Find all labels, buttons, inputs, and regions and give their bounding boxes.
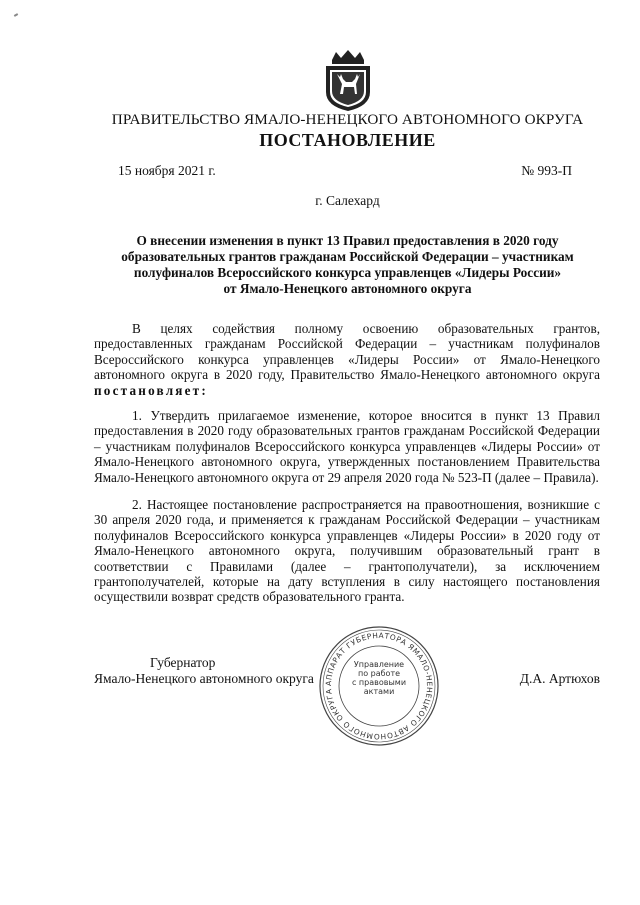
stamp-line: Управление xyxy=(353,660,405,669)
government-name: ПРАВИТЕЛЬСТВО ЯМАЛО-НЕНЕЦКОГО АВТОНОМНОГО ОКРУГА xyxy=(111,111,584,128)
coat-of-arms-icon xyxy=(322,50,374,112)
heading-line: полуфиналов Всероссийского конкурса управленцев «Лидеры России» xyxy=(133,265,562,280)
stamp-line: по работе xyxy=(357,669,401,678)
signatory-name: Д.А. Артюхов xyxy=(519,671,600,686)
document-number: № 993-П xyxy=(521,163,572,178)
signatory-title: Губернатор xyxy=(150,655,216,670)
item-1-paragraph: 1. Утвердить прилагаемое изменение, которое вносится в пункт 13 Правил предоставления в 2020 году образовательных грантов гражданам Российской Федерации – участникам полуфиналов Всероссийского конкурса управленцев «Лидеры России» от Ямало-Ненецкого автономного округа, утвержденных постановлением Правительства Ямало-Ненецкого автономного округа от 29 апреля 2020 года № 523-П (далее – Правила). xyxy=(94,408,600,485)
preamble-text: В целях содействия полному освоению образовательных грантов, предоставленных гражданам Российской Федерации – участникам полуфиналов Всероссийского конкурса управленцев «Лидеры России» от Ямало-Ненецкого автономного округа в 2020 году, Правительство Ямало-Ненецкого автономного округа xyxy=(94,321,600,383)
document-type: ПОСТАНОВЛЕНИЕ xyxy=(259,130,436,150)
decree-word: постановляет xyxy=(94,382,202,398)
heading-line: от Ямало-Ненецкого автономного округа xyxy=(223,281,472,296)
preamble-paragraph xyxy=(94,321,600,398)
document-city: г. Салехард xyxy=(315,193,380,208)
decree-colon: : xyxy=(201,382,206,398)
item-2-paragraph: 2. Настоящее постановление распространяется на правоотношения, возникшие с 30 апреля 2020 года, и применяется к гражданам Российской Федерации – участникам полуфиналов Всероссийского конкурса управленцев «Лидеры России» в 2020 году от Ямало-Ненецкого автономного округа, получившим образовательный грант в соответствии с Правилами (далее – грантополучатели), за исключением грантополучателей, которые на дату вступления в силу настоящего постановления осуществили возврат средств образовательного гранта. xyxy=(94,497,600,605)
stamp-ring-text: АППАРАТ ГУБЕРНАТОРА ЯМАЛО-НЕНЕЦКОГО АВТОНОМНОГО ОКРУГА xyxy=(323,630,435,742)
document-date: 15 ноября 2021 г. xyxy=(118,163,216,178)
document-heading xyxy=(80,233,615,297)
heading-line: О внесении изменения в пункт 13 Правил предоставления в 2020 году xyxy=(136,233,559,248)
signatory-region: Ямало-Ненецкого автономного округа xyxy=(94,671,314,686)
stamp-line: с правовыми xyxy=(351,678,407,687)
stamp-inner-text xyxy=(344,660,414,696)
scan-mark xyxy=(14,13,18,17)
heading-line: образовательных грантов гражданам Российской Федерации – участникам xyxy=(121,249,574,264)
stamp-line: актами xyxy=(363,687,395,696)
